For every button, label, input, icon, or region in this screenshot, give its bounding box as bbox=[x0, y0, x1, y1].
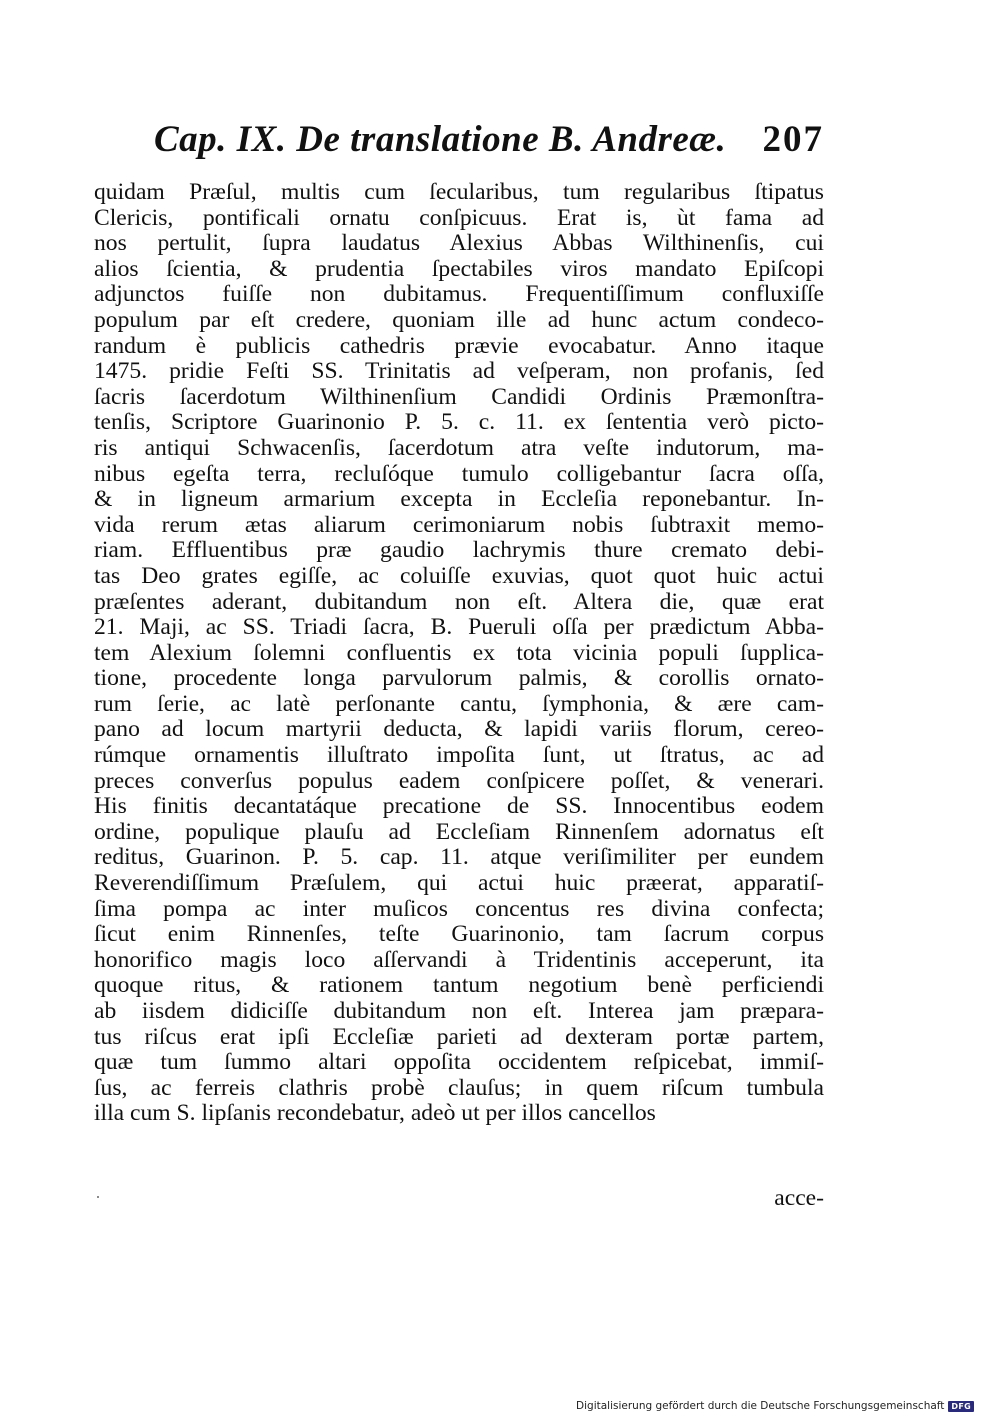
text-line: alios ſcientia, & prudentia ſpectabiles viros mandato Epiſcopi bbox=[94, 255, 824, 282]
dfg-logo: DFG bbox=[948, 1401, 974, 1412]
text-line: riam. Effluentibus præ gaudio lachrymis thure cremato debi- bbox=[94, 537, 824, 564]
text-line: ſima pompa ac inter muſicos concentus res divina confecta; bbox=[94, 895, 824, 922]
text-line: tem Alexium ſolemni confluentis ex tota vicinia populi ſupplica- bbox=[94, 639, 824, 666]
text-line: 1475. pridie Feſti SS. Trinitatis ad veſperam, non profanis, ſed bbox=[94, 358, 824, 385]
text-line: reditus, Guarinon. P. 5. cap. 11. atque veriſimiliter per eundem bbox=[94, 844, 824, 871]
text-line: quæ tum ſummo altari oppoſita occidentem reſpicebat, immiſ- bbox=[94, 1049, 824, 1076]
text-line: honorifico magis loco aſſervandi à Tridentinis acceperunt, ita bbox=[94, 946, 824, 973]
text-line: Reverendiſſimum Præſulem, qui actui huic præerat, apparatiſ- bbox=[94, 870, 824, 897]
text-line: præſentes aderant, dubitandum non eſt. Altera die, quæ erat bbox=[94, 588, 824, 615]
catchword: acce- bbox=[774, 1185, 824, 1211]
running-head: Cap. IX. De translatione B. Andreæ. bbox=[154, 119, 727, 160]
text-line: ris antiqui Schwacenſis, ſacerdotum atra veſte indutorum, ma- bbox=[94, 434, 824, 461]
text-line: adjunctos fuiſſe non dubitamus. Frequentiſſimum confluxiſſe bbox=[94, 281, 824, 308]
text-line: Clericis, pontificali ornatu conſpicuus. Erat is, ùt fama ad bbox=[94, 204, 824, 231]
text-line: tione, procedente longa parvulorum palmis, & corollis ornato- bbox=[94, 665, 824, 692]
text-line: ſicut enim Rinnenſes, teſte Guarinonio, tam ſacrum corpus bbox=[94, 921, 824, 948]
text-line: ab iisdem didiciſſe dubitandum non eſt. Interea jam præpara- bbox=[94, 998, 824, 1024]
page-header bbox=[150, 118, 830, 168]
text-line: 21. Maji, ac SS. Triadi ſacra, B. Pueruli oſſa per prædictum Abba- bbox=[94, 614, 824, 641]
body-text bbox=[94, 180, 824, 1127]
text-line: pano ad locum martyrii deducta, & lapidi variis florum, cereo- bbox=[94, 716, 824, 743]
margin-dot bbox=[97, 1196, 99, 1198]
text-line: randum è publicis cathedris prævie evocabatur. Anno itaque bbox=[94, 332, 824, 359]
text-line: rum ſerie, ac latè perſonante cantu, ſymphonia, & ære cam- bbox=[94, 690, 824, 717]
text-line: populum par eſt credere, quoniam ille ad hunc actum condeco- bbox=[94, 306, 824, 333]
text-line: illa cum S. lipſanis recondebatur, adeò ut per illos cancellos bbox=[94, 1100, 656, 1127]
text-line: nibus egeſta terra, recluſóque tumulo colligebantur ſacra oſſa, bbox=[94, 460, 824, 487]
digitization-credit bbox=[576, 1400, 974, 1412]
text-line: quoque ritus, & rationem tantum negotium benè perficiendi bbox=[94, 972, 824, 999]
text-line: ſacris ſacerdotum Wilthinenſium Candidi Ordinis Præmonſtra- bbox=[94, 383, 824, 410]
text-line: preces converſus populus eadem conſpicere poſſet, & venerari. bbox=[94, 767, 824, 794]
text-line: tas Deo grates egiſſe, ac coluiſſe exuvias, quot quot huic actui bbox=[94, 562, 824, 589]
text-line: tenſis, Scriptore Guarinonio P. 5. c. 11. ex ſententia verò picto- bbox=[94, 409, 824, 436]
page-number: 207 bbox=[762, 119, 824, 160]
text-line: ſus, ac ferreis clathris probè clauſus; in quem riſcum tumbula bbox=[94, 1074, 824, 1101]
text-line: & in ligneum armarium excepta in Eccleſia reponebantur. In- bbox=[94, 486, 824, 513]
text-line: nos pertulit, ſupra laudatus Alexius Abbas Wilthinenſis, cui bbox=[94, 230, 824, 257]
text-line: ordine, populique plauſu ad Eccleſiam Rinnenſem adornatus eſt bbox=[94, 818, 824, 845]
text-line: quidam Præſul, multis cum ſecularibus, tum regularibus ſtipatus bbox=[94, 179, 824, 205]
text-line: vida rerum ætas aliarum cerimoniarum nobis ſubtraxit memo- bbox=[94, 511, 824, 538]
text-line: tus riſcus erat ipſi Eccleſiæ parieti ad dexteram portæ partem, bbox=[94, 1023, 824, 1050]
text-line: His finitis decantatáque precatione de SS. Innocentibus eodem bbox=[94, 793, 824, 820]
text-line: rúmque ornamentis illuſtrato impoſita ſunt, ut ſtratus, ac ad bbox=[94, 742, 824, 769]
credit-text: Digitalisierung gefördert durch die Deutsche Forschungsgemeinschaft bbox=[576, 1400, 945, 1412]
